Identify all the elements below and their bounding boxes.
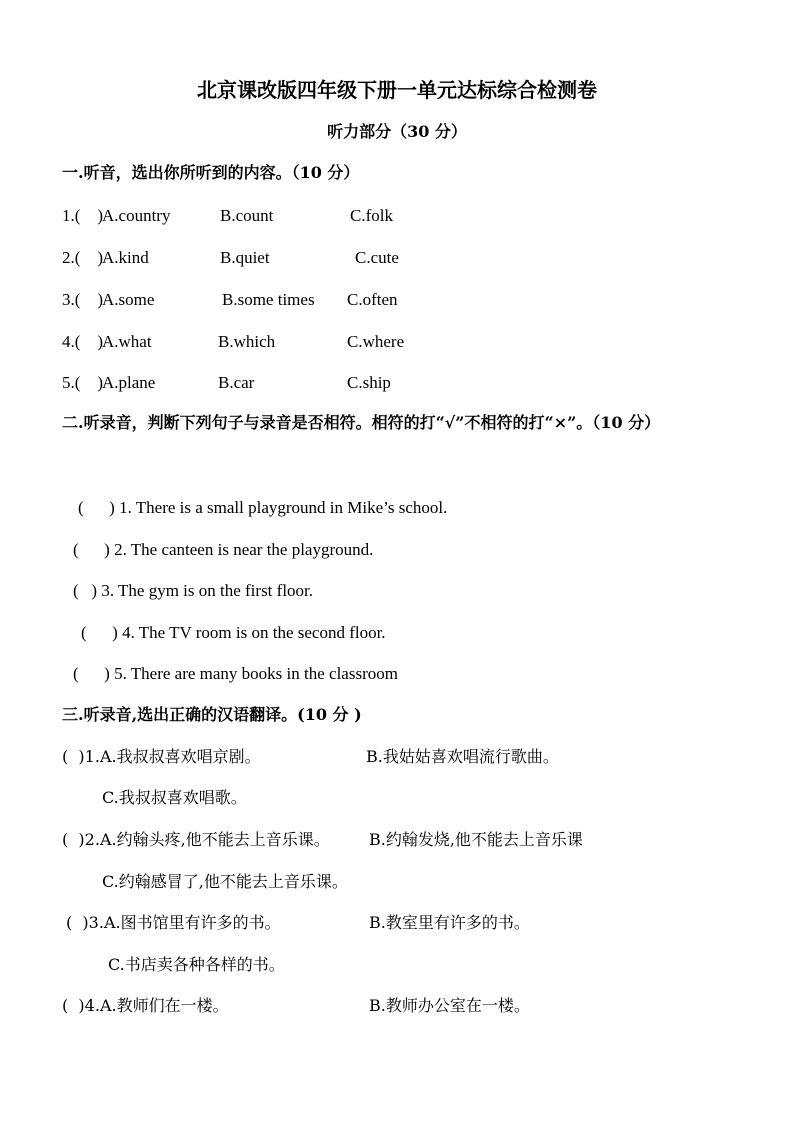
s1-q5-number: 5.( ) <box>62 373 104 392</box>
s2-statement-3: ( ) 3. The gym is on the first floor. <box>73 581 314 600</box>
s1-q2-option-c: C.cute <box>355 248 399 267</box>
s1-q5-option-c: C.ship <box>347 373 391 392</box>
s2-statement-4: ( ) 4. The TV room is on the second floor. <box>81 623 386 642</box>
section2-heading: 二.听录音，判断下列句子与录音是否相符。相符的打“√”不相符的打“×”。（10 分） <box>62 413 661 432</box>
s1-q3-option-c: C.often <box>347 290 398 309</box>
s3-q3-option-c: C.书店卖各种各样的书。 <box>108 955 285 974</box>
s2-statement-5: ( ) 5. There are many books in the classroom <box>73 664 398 683</box>
s1-q4-option-c: C.where <box>347 332 405 351</box>
s1-q3-number: 3.( ) <box>62 290 104 309</box>
s1-q4-option-a: A.what <box>102 332 152 351</box>
s3-q4-option-b: B.教师办公室在一楼。 <box>369 996 530 1015</box>
s1-q3-option-a: A.some <box>102 290 155 309</box>
s3-q2-option-a: A.约翰头疼,他不能去上音乐课。 <box>100 830 330 849</box>
s1-q1-option-a: A.country <box>102 206 171 225</box>
s3-q4-option-a: A.教师们在一楼。 <box>100 996 229 1015</box>
s1-q1-option-b: B.count <box>220 206 274 225</box>
s3-q1-option-a: A.我叔叔喜欢唱京剧。 <box>100 747 261 766</box>
s3-q3-number: ( )3. <box>66 913 104 932</box>
s3-q1-option-b: B.我姑姑喜欢唱流行歌曲。 <box>366 747 559 766</box>
s1-q1-number: 1.( ) <box>62 206 104 225</box>
s1-q5-option-b: B.car <box>218 373 255 392</box>
s3-q2-number: ( )2. <box>62 830 100 849</box>
page-title: 北京课改版四年级下册一单元达标综合检测卷 <box>197 78 597 102</box>
s1-q1-option-c: C.folk <box>350 206 393 225</box>
s1-q5-option-a: A.plane <box>102 373 156 392</box>
s1-q2-number: 2.( ) <box>62 248 104 267</box>
s2-statement-1: ( ) 1. There is a small playground in Mike’s school. <box>78 498 448 517</box>
s1-q4-option-b: B.which <box>218 332 276 351</box>
s3-q3-option-a: A.图书馆里有许多的书。 <box>104 913 281 932</box>
s1-q2-option-b: B.quiet <box>220 248 270 267</box>
s3-q1-option-c: C.我叔叔喜欢唱歌。 <box>102 788 247 807</box>
section1-heading: 一.听音，选出你所听到的内容。（10 分） <box>62 163 360 182</box>
s1-q3-option-b: B.some times <box>222 290 315 309</box>
s1-q2-option-a: A.kind <box>102 248 149 267</box>
s3-q2-option-b: B.约翰发烧,他不能去上音乐课 <box>369 830 583 849</box>
s2-statement-2: ( ) 2. The canteen is near the playground. <box>73 540 374 559</box>
s3-q4-number: ( )4. <box>62 996 100 1015</box>
s1-q4-number: 4.( ) <box>62 332 104 351</box>
s3-q2-option-c: C.约翰感冒了,他不能去上音乐课。 <box>102 872 348 891</box>
s3-q1-number: ( )1. <box>62 747 100 766</box>
page-subtitle: 听力部分（30 分） <box>327 122 467 141</box>
s3-q3-option-b: B.教室里有许多的书。 <box>369 913 530 932</box>
section3-heading: 三.听录音,选出正确的汉语翻译。(10 分 ) <box>62 705 362 724</box>
